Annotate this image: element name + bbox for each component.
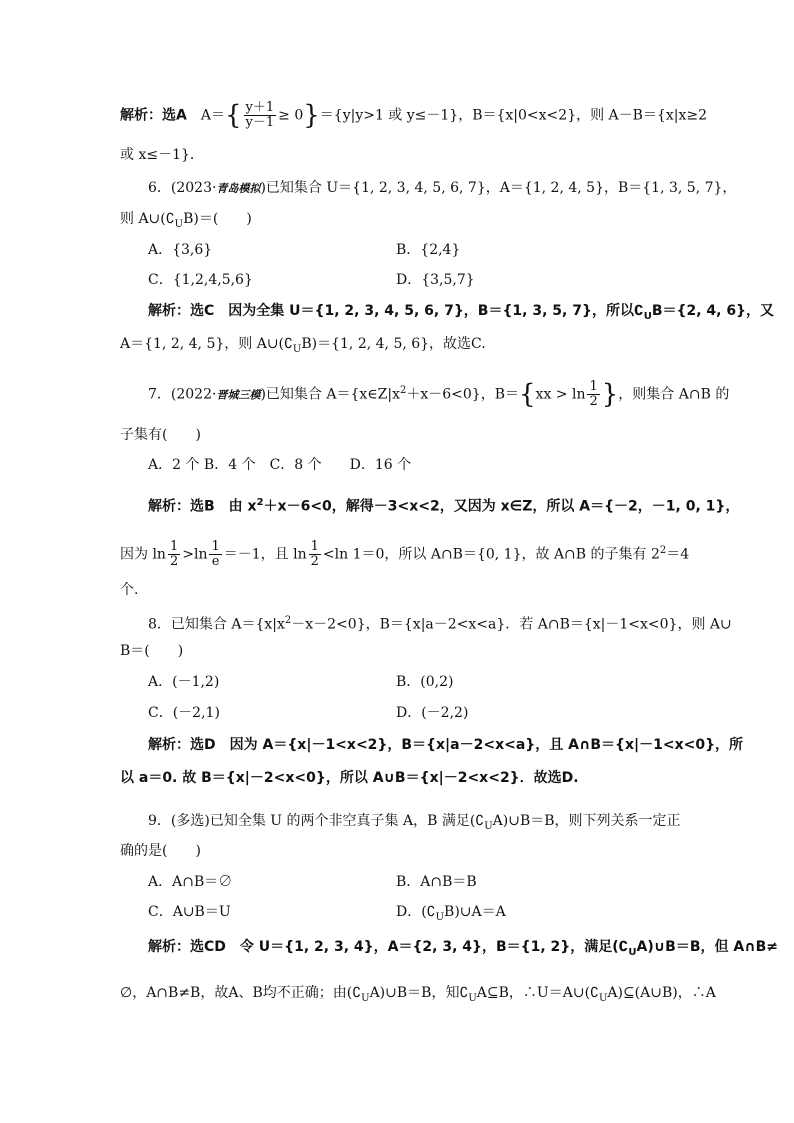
option-9-d: D．$(∁_UB)\cup A=A$ <box>396 904 506 923</box>
question-6-stem: 6．(2023·青岛模拟)已知集合 U＝{1, 2, 3, 4, 5, 6, 7}，A＝{1, 2, 4, 5}，B＝{1, 3, 5, 7}， <box>148 180 737 196</box>
question-7-stem: 7．(2022·晋城三模)已知集合 $A=\{x\in Z|x^2+x-6<0\}$，B＝{xx > ln $\frac{1}{2}$ }，则集合 A∩B 的 <box>148 379 730 410</box>
answer-8-line-1: 解析：选D 因为 A＝{x|－1<x<2}，B＝{x|a－2<x<a}，且 A∩B＝{x|－1<x<0}，所 <box>148 737 744 753</box>
question-6-stem-2: 则 $A\cup(∁_UB)=$( ) <box>120 211 252 230</box>
option-9-a: A．A∩B＝∅ <box>148 874 233 890</box>
answer-label: 解析：选A <box>120 107 201 124</box>
fraction: $\frac{y+1}{y-1}$ <box>245 100 275 130</box>
option-9-c: C．A∪B＝U <box>148 904 231 920</box>
answer-6-line-1: 解析：选C 因为全集 U＝{1, 2, 3, 4, 5, 6, 7}，B＝{1, 3, 5, 7}，所以$∁_UB=\{2$, 4, 6}，又 <box>148 303 775 322</box>
answer-6-line-2: A＝{1, 2, 4, 5}，则 $A\cup(∁_UB)=\{1$, 2, 4, 5, 6}，故选C. <box>120 336 486 355</box>
option-8-c: C．(－2,1) <box>148 705 220 721</box>
option-7-row: A．2 个 B．4 个 C．8 个 D．16 个 <box>148 457 412 473</box>
question-8-stem-2: B＝( ) <box>120 643 184 659</box>
question-9-stem-2: 确的是( ) <box>120 843 201 859</box>
answer-9-line-1: 解析：选CD 令 U＝{1, 2, 3, 4}，A＝{2, 3, 4}，B＝{1, 2}，满足$(∁_UA)\cup B=B$，但 A∩B≠ <box>148 939 778 958</box>
left-brace: { <box>224 100 242 131</box>
option-6-b: B．{2,4} <box>396 242 461 258</box>
right-brace: } <box>303 100 320 131</box>
option-6-d: D．{3,5,7} <box>396 272 475 288</box>
option-9-b: B．A∩B＝B <box>396 874 477 890</box>
answer-9-line-2: ∅，A∩B≠B，故A、B均不正确；由$(∁_UA)\cup B=B$，知$∁_UA⊆B$，$\therefore U=A\cup(∁_UA)⊆(A\cup B)$，∴A <box>120 985 716 1004</box>
question-8-stem: 8．已知集合 $A=\{x|x^2-x-2<0\}$，B＝{x|a－2<x<a}．若 A∩B＝{x|－1<x<0}，则 A∪ <box>148 615 732 633</box>
question-9-stem: 9．(多选)已知全集 U 的两个非空真子集 A，B 满足$(∁_UA)\cup B=B$，则下列关系一定正 <box>148 813 681 832</box>
answer-5-line-1: 解析：选A A＝{ $\frac{y+1}{y-1}$ ≥ 0}＝{y|y>1 或 y≤－1}，B＝{x|0<x<2}，则 A－B＝{x|x≥2 <box>120 100 708 131</box>
answer-7-line-3: 个. <box>120 582 139 598</box>
option-8-d: D．(－2,2) <box>396 705 469 721</box>
option-8-b: B．(0,2) <box>396 674 454 690</box>
question-7-stem-2: 子集有( ) <box>120 427 201 443</box>
answer-7-line-2: 因为 ln $\frac{1}{2}$ >ln $\frac{1}{e}$ ＝－1，且 ln $\frac{1}{2}$ <ln 1＝0，所以 A∩B＝{0, 1}，故 A∩B 的子集有 $2^2=4$ <box>120 539 690 569</box>
option-8-a: A．(－1,2) <box>148 674 220 690</box>
option-6-a: A．{3,6} <box>148 242 213 258</box>
answer-7-line-1: 解析：选B 由 $x^2+x-6<0$，解得－3<x<2，又因为 x∈Z，所以 A＝{－2，－1, 0, 1}， <box>148 497 740 515</box>
answer-5-line-2: 或 x≤－1}． <box>120 147 204 163</box>
answer-8-line-2: 以 a＝0. 故 B＝{x|－2<x<0}，所以 A∪B＝{x|－2<x<2}．故选D. <box>120 770 579 786</box>
question-source: 青岛模拟 <box>216 182 261 195</box>
question-source: 晋城三模 <box>216 388 261 402</box>
option-6-c: C．{1,2,4,5,6} <box>148 272 253 288</box>
